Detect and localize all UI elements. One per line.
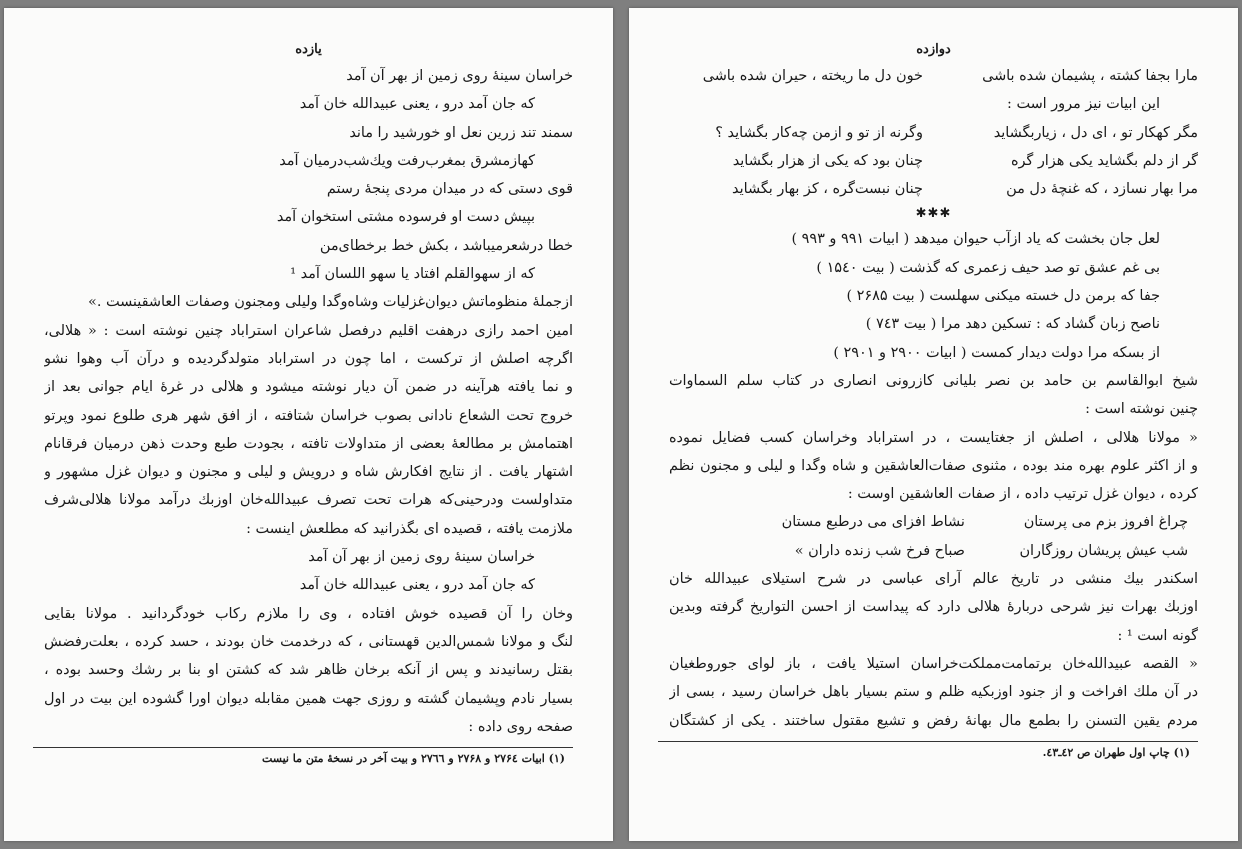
text-line: لنگ و مولانا شمس‌الدین قهستانی ، که درخدمت خان بودند ، حسد کرده ، بعلت‌رفضش <box>44 633 573 650</box>
hemistich: وگرنه از تو و ازمن چه‌کار بگشاید ؟ <box>715 124 923 141</box>
text-line: که جان آمد درو ، یعنی عبیدالله خان آمد <box>299 96 535 113</box>
text-line: از بسکه مرا دولت دیدار کمست ( ابیات ۲۹۰۰ و ۲۹۰۱ ) <box>833 344 1160 361</box>
verse-block <box>669 119 1198 204</box>
text-line: خراسان سینهٔ روی زمین از بهر آن آمد <box>346 68 573 84</box>
section-separator: ✱✱✱ <box>915 206 952 222</box>
text-line: ناصح زبان گشاد که : تسکین دهد مرا ( بیت ۷٤۳ ) <box>865 316 1160 333</box>
hemistich: چراغ افروز بزم می پرستان <box>1023 514 1188 531</box>
footnote-divider <box>33 747 573 748</box>
text-line: شیخ ابوالقاسم بن حامد بن نصر بلیانی کازرونی انصاری در کتاب سلم السماوات <box>669 372 1198 389</box>
text-line: ازجملهٔ منظوماتش دیوان‌غزلیات وشاه‌وگدا ولیلی ومجنون وصفات العاشقینست .» <box>88 294 573 311</box>
paragraph <box>669 424 1198 509</box>
text-line: « مولانا هلالی ، اصلش از جغتایست ، در استراباد وخراسان کسب فضایل نموده <box>669 429 1198 446</box>
hemistich: خون دل ما ریخته ، حیران شده باشی <box>702 68 923 84</box>
text-line: و نما یافته هرآینه در ضمن آن دیار نوشته میشود و هلالی در غرهٔ ایام جوانی بعد از <box>44 379 573 396</box>
verse-couplet <box>669 175 1198 203</box>
text-line: اهتمامش بر مطالعهٔ بعضی از متداولات تافته ، بجودت طبع وحدت ذهن درمیان فرقانام <box>44 435 573 452</box>
page-right <box>629 8 1238 841</box>
text-line: و از اکثر علوم بهره مند بوده ، مثنوی صفات‌العاشقین و شاه وگدا و لیلی و مجنون نظم <box>669 457 1198 474</box>
verse-couplet <box>669 537 1198 565</box>
text-block <box>44 62 573 741</box>
hemistich: شب عیش پریشان روزگاران <box>1019 542 1188 559</box>
verse-couplet <box>669 62 1198 90</box>
text-line: گونه است ¹ : <box>1117 627 1198 644</box>
page-left <box>4 8 613 841</box>
text-line: وخان را آن قصیده خوش افتاده ، وی را ملازم رکاب خودگردانید . مولانا بقایی <box>44 605 573 622</box>
hemistich: مگر کهکار تو ، ای دل ، زیاربگشاید <box>993 124 1198 141</box>
page-right-body <box>669 38 1198 841</box>
reference-list <box>669 225 1198 366</box>
hemistich: نشاط افزای می درطبع مستان <box>781 514 965 531</box>
text-line: خطا درشعرمیباشد ، بکش خط برخطای‌من <box>319 237 573 254</box>
verse-block <box>669 508 1198 565</box>
text-line: بسیار نادم وپشیمان گشته و روزی جهت همین مقابله دیوان اورا گشوده این بیت در اول <box>44 690 573 707</box>
text-line: بی غم عشق تو صد حیف زعمری که گذشت ( بیت ۱۵٤۰ ) <box>816 259 1160 276</box>
text-line: لعل جان بخشت که یاد ازآب حیوان میدهد ( ابیات ۹۹۱ و ۹۹۳ ) <box>791 231 1160 248</box>
footnote: (۱) ابیات ۲۷۶٤ و ۲۷۶۸ و ۲۷٦٦ و بیت آخر در نسخهٔ متن ما نیست <box>261 752 565 766</box>
text-line: سمند تند زرین نعل او خورشید را ماند <box>349 124 573 141</box>
hemistich: مارا بجفا کشته ، پشیمان شده باشی <box>982 68 1198 84</box>
text-line: « القصه عبیدالله‌خان برتمامت‌مملکت‌خراسان استیلا یافت ، باز لوای جوروطغیان <box>669 655 1198 672</box>
text-line: بپیش دست او فرسوده مشتی استخوان آمد <box>276 209 535 226</box>
text-line: جفا که برمن دل خسته میکنی سهلست ( بیت ۲۶۸۵ ) <box>846 288 1160 305</box>
hemistich: مرا بهار نسازد ، که غنچهٔ دل من <box>1006 181 1198 198</box>
text-line: متداولست ودرحینی‌که هرات تحت تصرف عبیدالله‌خان اوزبك درآمد مولانا هلالی‌شرف <box>44 492 573 509</box>
text-line: اشتهار یافت . از نتایج افکارش شاه و درویش و لیلی و مجنون و دیوان غزل مشهور و <box>44 464 573 481</box>
hemistich: صباح فرخ شب زنده داران » <box>794 542 965 559</box>
paragraph <box>669 565 1198 735</box>
hemistich: چنان بود که یکی از هزار بگشاید <box>732 152 923 169</box>
text-line: بقتل رسانیدند و پس از آنکه برخان ظاهر شد که کشتن او بنا بر رشك وحسد بوده ، <box>44 662 573 679</box>
hemistich: چنان نبست‌گره ، کز بهار بگشاید <box>732 181 923 198</box>
text-line: ملازمت یافته ، قصیده ای بگذرانید که مطلعش اینست : <box>246 520 573 537</box>
text-line: خراسان سینهٔ روی زمین از بهر آن آمد <box>308 549 535 566</box>
text-line: اگرچه اصلش از ترکست ، اما چون در استراباد متولدگردیده و درآن آب وهوا نشو <box>44 350 573 367</box>
text-line: کهازمشرق بمغرب‌رفت ویك‌شب‌درمیان آمد <box>279 152 535 169</box>
footnote: (۱) چاپ اول طهران ص ٤۲ـ٤۳. <box>1042 745 1190 759</box>
text-line: چنین نوشته است : <box>1085 401 1198 418</box>
text-line: اسکندر بیك منشی در تاریخ عالم آرای عباسی در شرح استیلای عبیدالله خان <box>669 571 1198 588</box>
text-line: خروج تحت الشعاع نادانی بصوب خراسان شتافته ، از افق شهر هری طلوع نمود وپرتو <box>44 407 573 424</box>
page-number-title: دوازده <box>916 42 951 57</box>
text-line: در آن ملك افراخت و از جنود اوزبکیه ظلم و ستم بسیار باهل خراسان رسید ، بسی از <box>669 684 1198 701</box>
text-line: که جان آمد درو ، یعنی عبیدالله خان آمد <box>299 577 535 594</box>
verse-couplet <box>669 508 1198 536</box>
text-line: صفحه روی داده : <box>468 718 573 735</box>
text-line: که از سهوالقلم افتاد یا سهو اللسان آمد ¹ <box>290 266 535 283</box>
paragraph <box>669 367 1198 424</box>
text-line: این ابیات نیز مرور است : <box>1007 96 1160 113</box>
page-left-body <box>44 38 573 841</box>
footnote-divider <box>658 741 1198 742</box>
text-line: امین احمد رازی درهفت اقلیم درفصل شاعران استراباد چنین نوشته است : « هلالی، <box>44 322 573 339</box>
page-number-title: یازده <box>295 42 322 57</box>
text-line: اوزبك بهرات نیز شرحی دربارهٔ هلالی دارد که پیداست از احسن التواریخ گرفته وبدین <box>669 599 1198 616</box>
text-line: قوی دستی که در میدان مردی پنجهٔ رستم <box>326 181 573 198</box>
hemistich: گر از دلم بگشاید یکی هزار گره <box>1010 152 1198 169</box>
text-line: مردم یقین التسنن را بطمع مال بهانهٔ رفض و تشیع مقتول ساختند . یکی از کشتگان <box>669 712 1198 729</box>
text-line: کرده ، دیوان غزل ترتیب داده ، از صفات العاشقین اوست : <box>847 486 1198 503</box>
verse-couplet <box>669 119 1198 147</box>
verse-couplet <box>669 147 1198 175</box>
